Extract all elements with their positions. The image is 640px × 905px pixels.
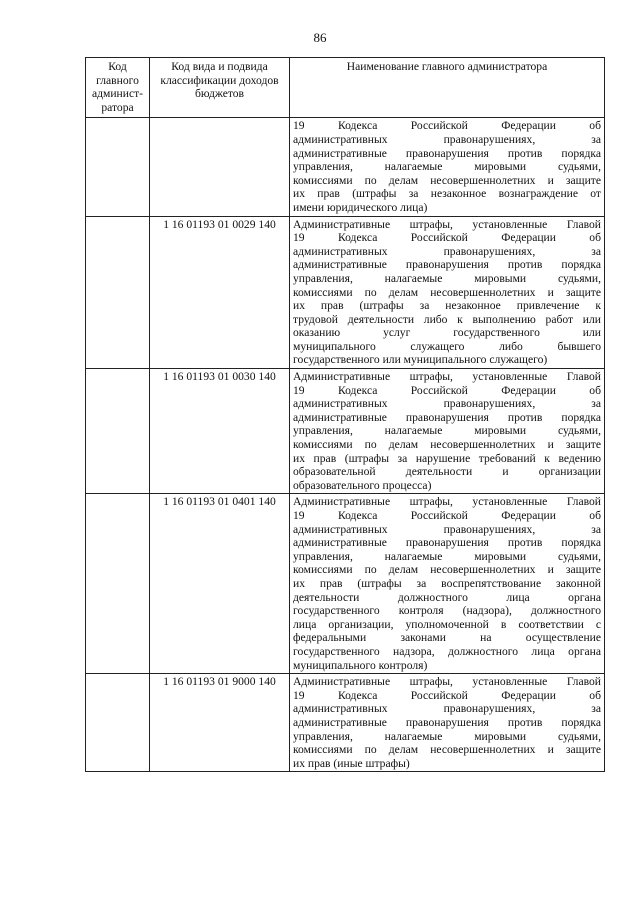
name-text-line: Административные штрафы, установленные Главой (293, 370, 601, 384)
name-text-line: лица организации, уполномоченной в соответствии с (293, 617, 601, 631)
revenue-code-cell (150, 118, 290, 216)
name-text-line: образовательной деятельности и организации (293, 465, 601, 479)
name-text-line: их прав (иные штрафы) (293, 756, 410, 770)
admin-name-cell (290, 216, 605, 369)
name-text-line: государственного надзора, должностного лица органа (293, 644, 601, 658)
revenue-code-cell: 1 16 01193 01 0029 140 (150, 216, 290, 369)
name-text-line: административные правонарушения против порядка (293, 410, 601, 424)
name-text-line: Административные штрафы, установленные Главой (293, 495, 601, 509)
name-text-line: Административные штрафы, установленные Главой (293, 675, 601, 689)
name-text-line: административные правонарушения против порядка (293, 146, 601, 160)
admin-name-cell (290, 118, 605, 216)
name-text-line: деятельности должностного лица органа (293, 590, 601, 604)
name-text-line: 19 Кодекса Российской Федерации об (293, 688, 601, 702)
name-text-line: комиссиями по делам несовершеннолетних и защите (293, 438, 601, 452)
name-text-line: комиссиями по делам несовершеннолетних и защите (293, 173, 601, 187)
name-text-line: административных правонарушениях, за (293, 132, 601, 146)
name-text-line: государственного контроля (надзора), должностного (293, 604, 601, 618)
name-text-line: комиссиями по делам несовершеннолетних и защите (293, 563, 601, 577)
admin-code-cell (86, 369, 150, 494)
table-row (86, 674, 605, 772)
table-row (86, 494, 605, 674)
admin-code-cell (86, 674, 150, 772)
name-text-line: комиссиями по делам несовершеннолетних и защите (293, 285, 601, 299)
name-text-line: оказанию услуг государственного или (293, 326, 601, 340)
name-text-line: административных правонарушениях, за (293, 522, 601, 536)
name-text-line: административных правонарушениях, за (293, 397, 601, 411)
name-text-line: административные правонарушения против порядка (293, 715, 601, 729)
name-text-line: управления, налагаемые мировыми судьями, (293, 160, 601, 174)
name-text-line: их прав (штрафы за нарушение требований к ведению (293, 451, 601, 465)
name-text-line: 19 Кодекса Российской Федерации об (293, 119, 601, 133)
name-text-line: управления, налагаемые мировыми судьями, (293, 271, 601, 285)
name-text-line: административных правонарушениях, за (293, 702, 601, 716)
name-text-line: муниципального контроля) (293, 658, 428, 672)
admin-name-cell (290, 369, 605, 494)
name-text-line: муниципального служащего либо бывшего (293, 339, 601, 353)
name-text-line: Административные штрафы, установленные Главой (293, 217, 601, 231)
table-row (86, 118, 605, 216)
header-admin-name: Наименование главного администратора (290, 58, 605, 118)
header-revenue-code: Код вида и подвида классификации доходов бюджетов (150, 58, 290, 118)
name-text-line: управления, налагаемые мировыми судьями, (293, 424, 601, 438)
admin-code-cell (86, 216, 150, 369)
admin-name-cell (290, 494, 605, 674)
table-header-row (86, 58, 605, 118)
admin-code-cell (86, 494, 150, 674)
name-text-line: управления, налагаемые мировыми судьями, (293, 549, 601, 563)
revenue-code-cell: 1 16 01193 01 0401 140 (150, 494, 290, 674)
name-text-line: 19 Кодекса Российской Федерации об (293, 509, 601, 522)
name-text-line: образовательного процесса) (293, 478, 432, 492)
name-text-line: их прав (штрафы за незаконное привлечение к (293, 299, 601, 313)
name-text-line: государственного или муниципального служащего) (293, 353, 548, 367)
name-text-line: комиссиями по делам несовершеннолетних и защите (293, 743, 601, 757)
name-text-line: имени юридического лица) (293, 200, 428, 214)
name-text-line: их прав (штрафы за воспрепятствование законной (293, 576, 601, 590)
name-text-line: административные правонарушения против порядка (293, 536, 601, 550)
admin-name-cell (290, 674, 605, 772)
name-text-line: 19 Кодекса Российской Федерации об (293, 231, 601, 245)
name-text-line: административные правонарушения против порядка (293, 258, 601, 272)
name-text-line: 19 Кодекса Российской Федерации об (293, 383, 601, 397)
table-body (86, 118, 605, 772)
page-number: 86 (313, 30, 327, 45)
revenue-codes-table (85, 57, 605, 772)
header-admin-code: Код главного админист-ратора (86, 58, 150, 118)
name-text-line: административных правонарушениях, за (293, 244, 601, 258)
name-text-line: трудовой деятельности либо к выполнению работ или (293, 312, 601, 326)
revenue-code-cell: 1 16 01193 01 0030 140 (150, 369, 290, 494)
revenue-code-cell: 1 16 01193 01 9000 140 (150, 674, 290, 772)
table-row (86, 216, 605, 369)
name-text-line: управления, налагаемые мировыми судьями, (293, 729, 601, 743)
table-row (86, 369, 605, 494)
name-text-line: их прав (штрафы за незаконное вознаграждение от (293, 187, 601, 201)
admin-code-cell (86, 118, 150, 216)
name-text-line: федеральными законами на осуществление (293, 631, 601, 645)
